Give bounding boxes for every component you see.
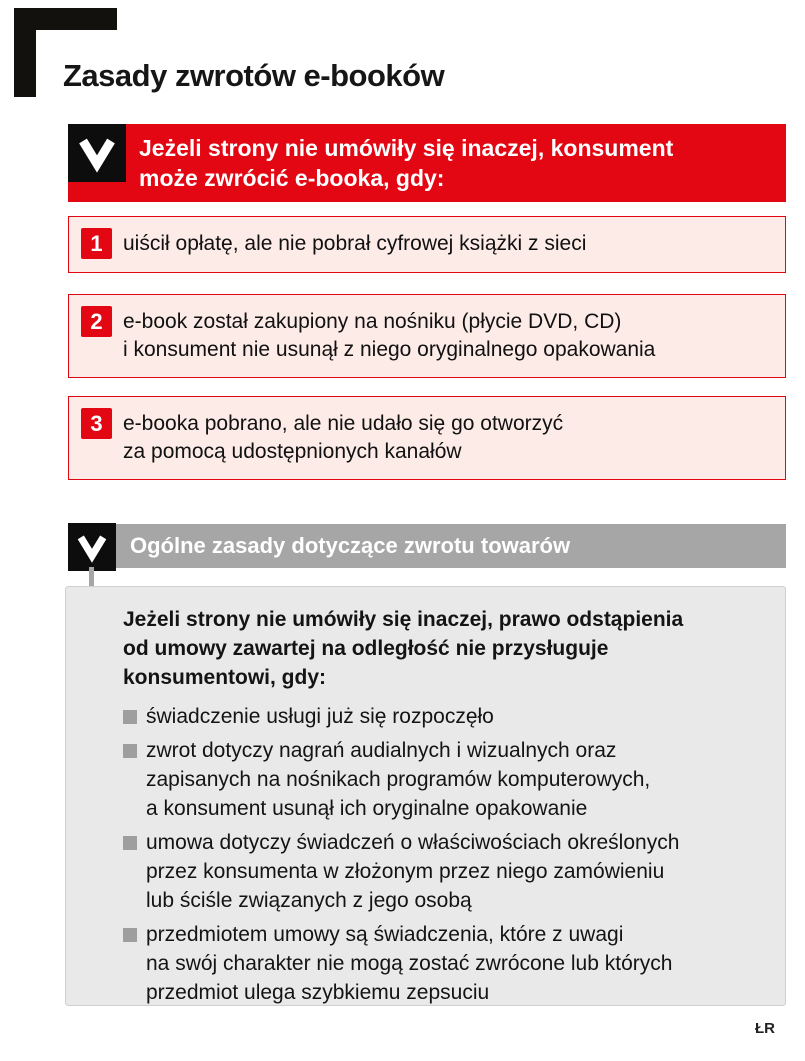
page-title: Zasady zwrotów e-booków bbox=[63, 58, 445, 93]
corner-mark-vertical bbox=[14, 8, 36, 97]
general-rules-header-banner bbox=[68, 524, 786, 568]
rule-text: e-booka pobrano, ale nie udało się go otworzyć za pomocą udostępnionych kanałów bbox=[123, 412, 564, 463]
square-bullet-icon bbox=[123, 836, 137, 850]
general-rules-list bbox=[123, 702, 765, 1007]
ebook-rules-header-banner bbox=[68, 124, 786, 202]
rule-number-badge: 3 bbox=[81, 408, 112, 439]
general-rules-header-text: Ogólne zasady dotyczące zwrotu towarów bbox=[130, 533, 571, 558]
connector-line bbox=[89, 567, 94, 588]
list-item bbox=[123, 736, 765, 823]
rule-item-3 bbox=[68, 396, 786, 480]
rule-number-badge: 1 bbox=[81, 228, 112, 259]
list-item-text: umowa dotyczy świadczeń o właściwościach określonych przez konsumenta w złożonym przez niego zamówieniu lub ściśle związanych z jego osobą bbox=[146, 831, 680, 912]
general-rules-intro: Jeżeli strony nie umówiły się inaczej, prawo odstąpienia od umowy zawartej na odległość nie przysługuje konsumentowi, gdy: bbox=[123, 608, 684, 689]
list-item bbox=[123, 702, 765, 731]
ebook-rules-header-text: Jeżeli strony nie umówiły się inaczej, konsument może zwrócić e-booka, gdy: bbox=[139, 135, 674, 191]
list-item-text: świadczenie usługi już się rozpoczęło bbox=[146, 705, 494, 728]
list-item-text: zwrot dotyczy nagrań audialnych i wizualnych oraz zapisanych na nośnikach programów komputerowych, a konsument usunął ich oryginalne opakowanie bbox=[146, 739, 651, 820]
checkmark-icon bbox=[68, 523, 116, 571]
square-bullet-icon bbox=[123, 928, 137, 942]
rule-text: e-book został zakupiony na nośniku (płycie DVD, CD) i konsument nie usunął z niego oryginalnego opakowania bbox=[123, 310, 656, 361]
list-item-text: przedmiotem umowy są świadczenia, które z uwagi na swój charakter nie mogą zostać zwrócone lub których przedmiot ulega szybkiemu zepsuciu bbox=[146, 923, 673, 1004]
checkmark-icon bbox=[68, 124, 126, 182]
square-bullet-icon bbox=[123, 744, 137, 758]
rule-item-2 bbox=[68, 294, 786, 378]
rule-number-badge: 2 bbox=[81, 306, 112, 337]
square-bullet-icon bbox=[123, 710, 137, 724]
author-credit: ŁR bbox=[755, 1020, 775, 1037]
general-rules-panel bbox=[65, 586, 786, 1006]
rule-item-1 bbox=[68, 216, 786, 273]
list-item bbox=[123, 828, 765, 915]
rule-text: uiścił opłatę, ale nie pobrał cyfrowej książki z sieci bbox=[123, 232, 587, 255]
list-item bbox=[123, 920, 765, 1007]
